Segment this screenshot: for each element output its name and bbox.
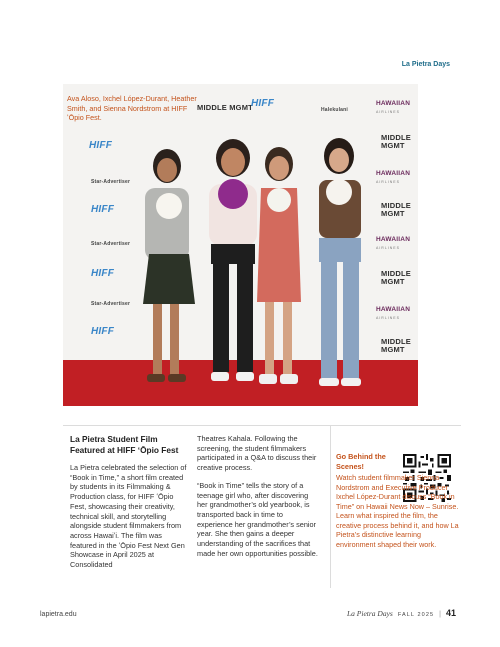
article-title: La Pietra Student Film Featured at HIFF ʻŌpio Fest (70, 434, 179, 455)
sidebar-heading: Go Behind the Scenes! (336, 452, 386, 471)
article-column-2 (197, 434, 319, 566)
backdrop-logo: Star-Advertiser (91, 241, 131, 247)
backdrop-logo: Star-Advertiser (91, 179, 131, 185)
person-sienna (301, 134, 375, 396)
backdrop-logo: MIDDLE MGMT (381, 201, 411, 218)
backdrop-logo: HIFF (91, 268, 115, 279)
backdrop-logo: HIFF (91, 204, 115, 215)
backdrop-logo: Star-Advertiser (91, 301, 131, 307)
article-paragraph: Theatres Kahala. Following the screening, the student filmmakers participated in a Q&A to discuss their creative process. (197, 434, 317, 473)
article-paragraph: La Pietra celebrated the selection of “Book in Time,” a short film created by students in its Filmmaking & Production class, for HIFF ʻŌpio Fest, showcasing their creativity, technical skill, and storytelling alongside student filmmakers from across Hawaiʻi. The film was featured in the ʻŌpio Fest Next Gen Showcase in April 2025 at Consolidated (70, 463, 187, 570)
section-tag: La Pietra Days (401, 61, 450, 68)
footer-issue: FALL 2025 (397, 612, 435, 618)
backdrop-logo: Halekulani (321, 107, 349, 113)
photo-caption: Ava Aloso, Ixchel López-Durant, Heather Smith, and Sienna Nordstrom at HIFF ʻŌpio Fest. (67, 94, 197, 123)
article-column-1 (70, 434, 190, 578)
backdrop-logo: MIDDLE MGMT (197, 103, 253, 112)
sidebar-body: Watch student filmmaker Sienna Nordstrom and Executive Producer Ixchel López-Durant discuss “Book in Time” on Hawaii News Now – Sunrise. Learn what inspired the film, the creative process behind it, and how La Pietra’s distinctive learning environment shaped their work. (336, 473, 459, 549)
backdrop-logo: MIDDLE MGMT (381, 269, 411, 286)
backdrop-logo: HAWAIIAN AIRLINES (376, 170, 411, 184)
sidebar-box (330, 425, 461, 588)
footer-magazine-name: La Pietra Days (347, 609, 393, 618)
page-number: 41 (445, 608, 456, 618)
backdrop-logo: MIDDLE MGMT (381, 337, 411, 354)
footer-folio (347, 608, 456, 618)
backdrop-logo: HIFF (251, 98, 275, 109)
footer-url[interactable]: lapietra.edu (40, 611, 77, 618)
footer-separator: | (439, 611, 441, 618)
article-paragraph: “Book in Time” tells the story of a teenage girl who, after discovering her grandmother’s old yearbook, is transported back in time to experience her grandmother’s senior year. She then gains a deeper understanding of the sacrifices that made her own opportunities possible. (197, 480, 318, 558)
backdrop-logo: MIDDLE MGMT (381, 133, 411, 150)
event-photo (63, 84, 418, 406)
backdrop-logo: HIFF (89, 140, 113, 151)
backdrop-logo: HAWAIIAN AIRLINES (376, 306, 411, 320)
backdrop-logo: HIFF (91, 326, 115, 337)
backdrop-logo: HAWAIIAN AIRLINES (376, 236, 411, 250)
backdrop-logo: HAWAIIAN AIRLINES (376, 100, 411, 114)
